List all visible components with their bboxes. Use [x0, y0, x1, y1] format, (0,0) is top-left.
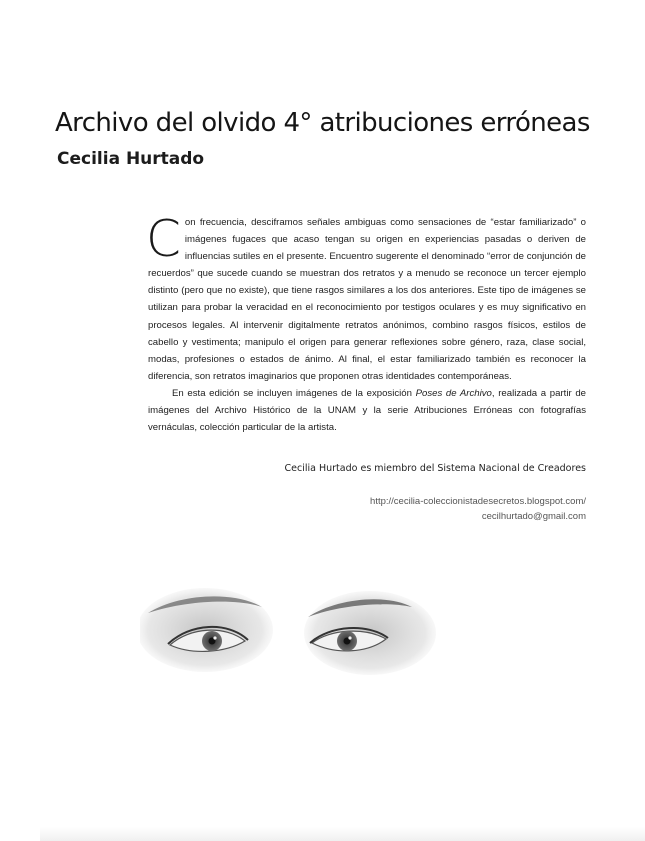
- email-link[interactable]: cecilhurtado@gmail.com: [481, 511, 586, 522]
- paragraph-2: [148, 385, 586, 436]
- article-title: Archivo del olvido 4° atribuciones erróneas: [55, 108, 590, 138]
- article-body: [146, 210, 586, 436]
- article-author: Cecilia Hurtado: [57, 149, 205, 169]
- page-edge-shadow: [40, 827, 645, 841]
- exhibition-title: Poses de Archivo: [415, 387, 492, 399]
- left-eye: [140, 588, 273, 672]
- paragraph-2-text-start: En esta edición se incluyen imágenes de la exposición: [172, 387, 416, 399]
- paragraph-1-text: on frecuencia, desciframos señales ambiguas como sensaciones de “estar familiarizado” o imágenes fugaces que acaso tengan su origen en experiencias pasadas o deriven de influencias sutiles en el presente. Encuentro sugerente el denominado “error de conjunción de recuerdos” que sucede cuando se muestran dos retratos y a menudo se reconoce un tercer ejemplo distinto (pero que no existe), que tiene rasgos similares a los dos anteriores. Este tipo de imágenes se utilizan para probar la veracidad en el reconocimiento por testigos oculares y es muy significativo en procesos legales. Al intervenir digitalmente retratos anónimos, combino rasgos físicos, estilos de cabello y vestimenta; manipulo el origen para generar reflexiones sobre género, raza, clase social, modas, profesiones o estados de ánimo. Al final, el estar familiarizado también es reconocer la diferencia, son retratos imaginarios que proponen otras identidades contemporáneas.: [148, 217, 586, 382]
- right-eye: [304, 591, 436, 675]
- paragraph-2-text-end: , realizada a partir de imágenes del Archivo Histórico de la UNAM y la serie Atribuciones Erróneas con fotografías vernáculas, colección particular de la artista.: [148, 387, 586, 434]
- drop-cap: C: [146, 210, 181, 268]
- member-note: Cecilia Hurtado es miembro del Sistema Nacional de Creadores: [284, 463, 586, 474]
- blog-link[interactable]: http://cecilia-coleccionistadesecretos.blogspot.com/: [370, 496, 586, 507]
- eyes-image: [140, 585, 440, 675]
- contact-info: [370, 494, 586, 524]
- paragraph-1: [146, 210, 586, 385]
